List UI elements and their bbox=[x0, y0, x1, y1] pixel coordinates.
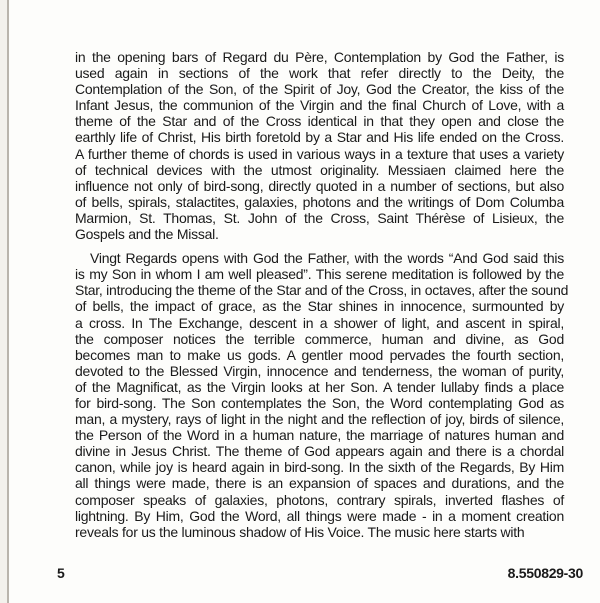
text-line: devoted to the Blessed Virgin, innocence and tenderness, the woman of purity, bbox=[75, 362, 564, 379]
text-line: canon, while joy is heard again in bird-song. In the sixth of the Regards, By Him bbox=[75, 459, 564, 476]
paragraph bbox=[75, 250, 569, 540]
text-line: divine in Jesus Christ. The theme of God appears again and there is a chordal bbox=[75, 443, 564, 460]
text-line: Infant Jesus, the communion of the Virgin and the final Church of Love, with a bbox=[75, 97, 564, 114]
text-line: for bird-song. The Son contemplates the Son, the Word contemplating God as bbox=[75, 394, 564, 411]
text-line: earthly life of Christ, His birth foretold by a Star and His life ended on the Cross. bbox=[75, 129, 564, 146]
text-line: of bells, the impact of grace, as the Star shines in innocence, surmounted by bbox=[75, 298, 564, 315]
text-line: composer speaks of galaxies, photons, contrary spirals, inverted flashes of bbox=[75, 491, 564, 508]
paragraph bbox=[75, 49, 564, 242]
text-line: all things were made, there is an expansion of spaces and durations, and the bbox=[75, 475, 564, 492]
booklet-spine bbox=[7, 0, 9, 603]
text-line: is my Son in whom I am well pleased”. This serene meditation is followed by the bbox=[75, 266, 564, 283]
text-line: of bells, spirals, stalactites, galaxies, photons and the writings of Dom Columba bbox=[75, 193, 564, 210]
text-line: lightning. By Him, God the Word, all things were made - in a moment creation bbox=[75, 507, 564, 524]
text-line: Vingt Regards opens with God the Father, with the words “And God said this bbox=[90, 250, 564, 267]
text-line: becomes man to make us gods. A gentler mood pervades the fourth section, bbox=[75, 346, 564, 363]
text-line: used again in sections of the work that refer directly to the Deity, the bbox=[75, 65, 564, 82]
body-text bbox=[75, 49, 569, 548]
text-line: man, a mystery, rays of light in the night and the reflection of joy, birds of silence, bbox=[75, 411, 564, 428]
text-line: theme of the Star and of the Cross identical in that they open and close the bbox=[75, 113, 564, 130]
text-line: in the opening bars of Regard du Père, Contemplation by God the Father, is bbox=[75, 49, 564, 65]
page-edge bbox=[0, 0, 7, 603]
text-line: a cross. In The Exchange, descent in a shower of light, and ascent in spiral, bbox=[75, 314, 564, 331]
page-number: 5 bbox=[57, 565, 65, 581]
text-line: of the Magnificat, as the Virgin looks at her Son. A tender lullaby finds a place bbox=[75, 378, 564, 395]
catalogue-number: 8.550829-30 bbox=[507, 565, 583, 581]
text-line: Marmion, St. Thomas, St. John of the Cross, Saint Thérèse of Lisieux, the bbox=[75, 209, 564, 226]
text-line: of technical devices with the utmost originality. Messiaen claimed here the bbox=[75, 161, 564, 178]
text-line: A further theme of chords is used in various ways in a texture that uses a variety bbox=[75, 145, 564, 162]
text-line: the composer notices the terrible commerce, human and divine, as God bbox=[75, 330, 564, 347]
text-line: the Person of the Word in a human nature, the marriage of natures human and bbox=[75, 427, 564, 444]
text-line: Star, introducing the theme of the Star and of the Cross, in octaves, after the sound bbox=[75, 282, 569, 299]
text-line: reveals for us the luminous shadow of His Voice. The music here starts with bbox=[75, 523, 525, 540]
text-line: Contemplation of the Son, of the Spirit of Joy, God the Creator, the kiss of the bbox=[75, 81, 564, 98]
text-line: Gospels and the Missal. bbox=[75, 226, 219, 243]
text-line: influence not only of bird-song, directly quoted in a number of sections, but also bbox=[75, 177, 564, 194]
